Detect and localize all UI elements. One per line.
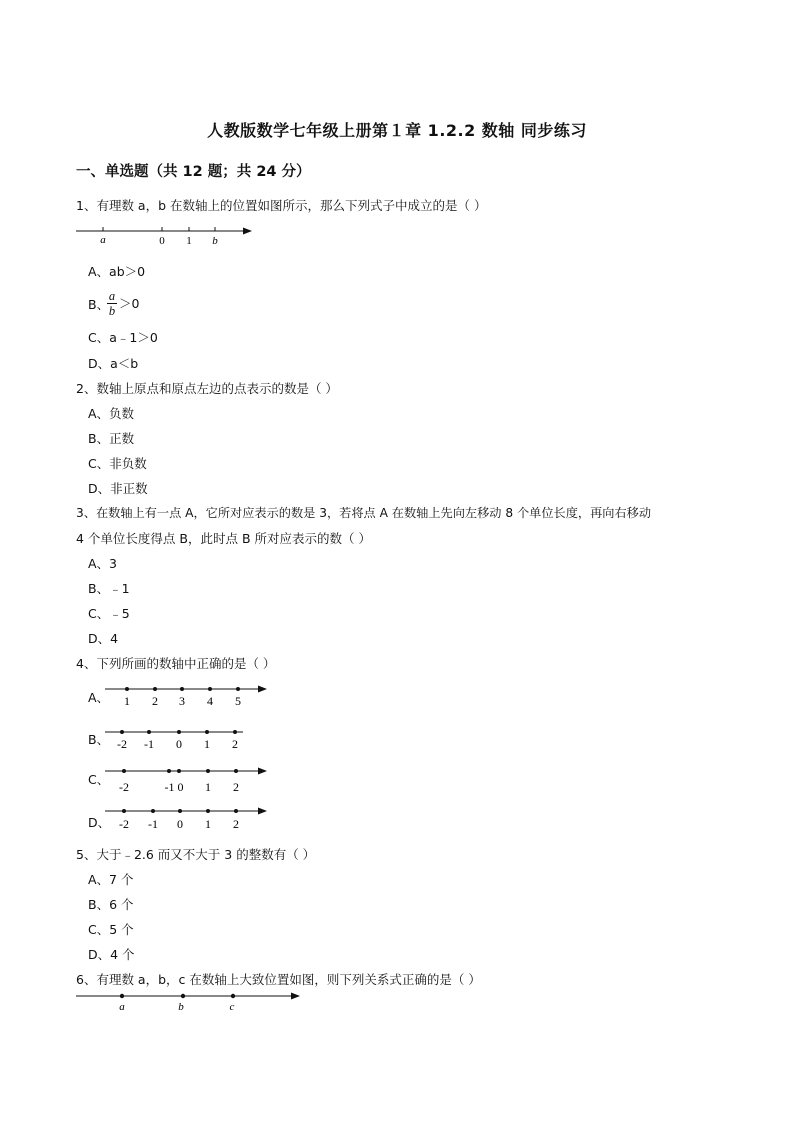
question-4-option-a-number-line <box>105 682 275 710</box>
question-3-option-b[interactable]: B、﹣1 <box>88 581 130 596</box>
question-3-stem-line-2: 4 个单位长度得点 B，此时点 B 所对应表示的数（ ） <box>76 531 371 546</box>
arrow-head-icon <box>291 993 300 1000</box>
tick-label: -1 0 <box>164 780 184 794</box>
axis-label-c: c <box>229 1001 235 1013</box>
axis-label-a: a <box>100 234 106 246</box>
tick-label: 1 <box>204 737 210 751</box>
axis-label-1: 1 <box>186 235 192 247</box>
question-1-option-b-suffix: ＞0 <box>119 296 140 311</box>
question-1-option-d[interactable]: D、a＜b <box>88 356 139 371</box>
question-5-option-d[interactable]: D、4 个 <box>88 947 135 962</box>
tick-label: -2 <box>119 817 129 831</box>
question-4-stem: 4、下列所画的数轴中正确的是（ ） <box>76 656 276 671</box>
question-4-option-b-label[interactable]: B、 <box>88 732 110 747</box>
tick-label: -2 <box>119 780 129 794</box>
fraction-numerator: a <box>108 289 116 303</box>
question-4-option-d-number-line <box>105 805 275 833</box>
arrow-head-icon <box>243 228 252 235</box>
page-title: 人教版数学七年级上册第１章 1.2.2 数轴 同步练习 <box>207 121 587 140</box>
question-6-stem: 6、有理数 a，b，c 在数轴上大致位置如图，则下列关系式正确的是（ ） <box>76 972 481 987</box>
question-6-number-line <box>76 990 306 1016</box>
section-heading: 一、单选题（共 12 题；共 24 分） <box>76 164 311 180</box>
question-3-option-a[interactable]: A、3 <box>88 556 118 571</box>
question-2-option-a[interactable]: A、负数 <box>88 406 135 421</box>
question-4-option-a-label[interactable]: A、 <box>88 690 110 705</box>
axis-label-0: 0 <box>159 235 165 247</box>
question-1-option-c[interactable]: C、a﹣1＞0 <box>88 330 158 345</box>
axis-label-b: b <box>178 1001 184 1013</box>
question-2-stem: 2、数轴上原点和原点左边的点表示的数是（ ） <box>76 381 338 396</box>
question-1-option-b-prefix[interactable]: B、 <box>88 297 110 312</box>
tick-label: 3 <box>179 694 185 708</box>
question-5-option-b[interactable]: B、6 个 <box>88 897 134 912</box>
question-3-option-c[interactable]: C、﹣5 <box>88 606 130 621</box>
axis-label-b: b <box>212 235 218 247</box>
question-1-option-a[interactable]: A、ab＞0 <box>88 264 146 279</box>
arrow-head-icon <box>258 808 267 815</box>
tick-label: -2 <box>117 737 127 751</box>
question-4-option-c-label[interactable]: C、 <box>88 772 110 787</box>
tick-label: 1 <box>124 694 130 708</box>
arrow-head-icon <box>258 768 267 775</box>
tick-label: 4 <box>207 694 213 708</box>
tick-label: 0 <box>176 737 182 751</box>
question-1-stem: 1、有理数 a，b 在数轴上的位置如图所示，那么下列式子中成立的是（ ） <box>76 198 487 213</box>
tick-label: 1 <box>205 780 211 794</box>
question-1-option-b-fraction <box>106 289 118 318</box>
tick-label: 2 <box>232 737 238 751</box>
tick-label: 0 <box>177 817 183 831</box>
axis-label-a: a <box>119 1001 125 1013</box>
question-2-option-b[interactable]: B、正数 <box>88 431 135 446</box>
question-4-option-c-number-line <box>105 764 275 794</box>
question-5-stem: 5、大于﹣2.6 而又不大于 3 的整数有（ ） <box>76 847 316 862</box>
question-5-option-c[interactable]: C、5 个 <box>88 922 134 937</box>
question-5-option-a[interactable]: A、7 个 <box>88 872 134 887</box>
tick-label: 2 <box>152 694 158 708</box>
tick-label: -1 <box>144 737 154 751</box>
question-4-option-d-label[interactable]: D、 <box>88 815 111 830</box>
arrow-head-icon <box>258 686 267 693</box>
fraction-denominator: b <box>108 304 116 318</box>
question-3-stem-line-1: 3、在数轴上有一点 A，它所对应表示的数是 3，若将点 A 在数轴上先向左移动 8 个单位长度，再向右移动 <box>76 506 652 520</box>
tick-label: 5 <box>235 694 241 708</box>
question-2-option-c[interactable]: C、非负数 <box>88 456 147 471</box>
question-3-option-d[interactable]: D、4 <box>88 631 119 646</box>
tick-label: 2 <box>233 817 239 831</box>
tick-label: 1 <box>205 817 211 831</box>
question-1-number-line <box>76 224 266 250</box>
tick-label: -1 <box>148 817 158 831</box>
question-2-option-d[interactable]: D、非正数 <box>88 481 148 496</box>
question-4-option-b-number-line <box>105 725 275 753</box>
tick-label: 2 <box>233 780 239 794</box>
